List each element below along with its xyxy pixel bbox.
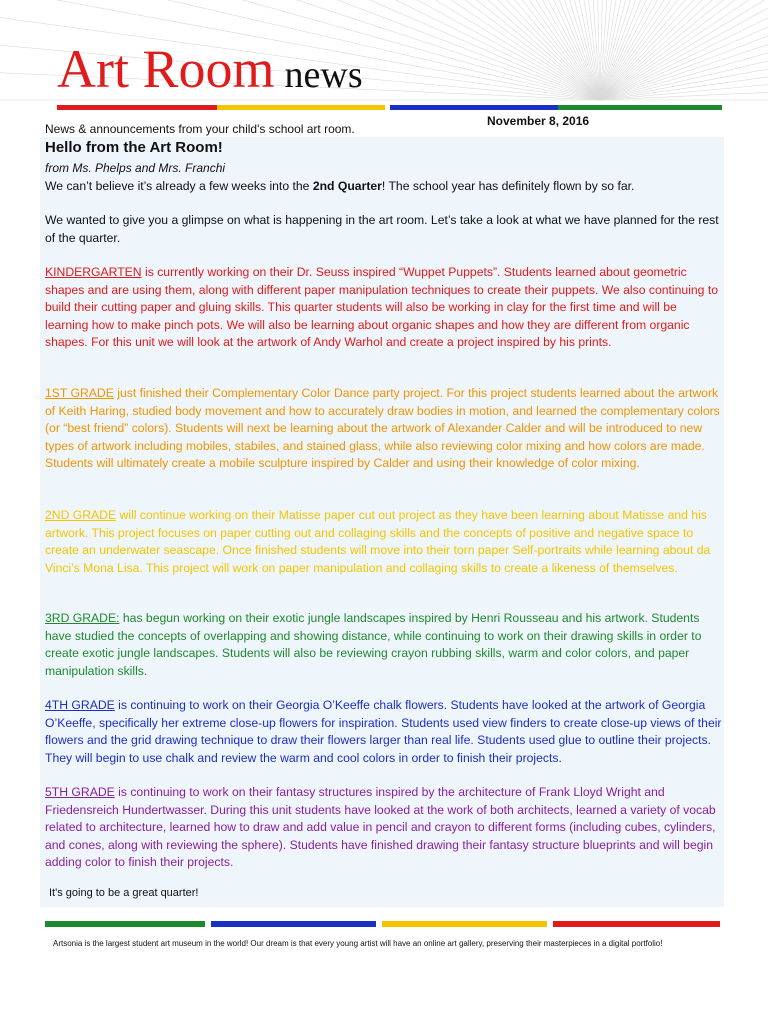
footer-bar-red: [553, 921, 720, 927]
author-line: from Ms. Phelps and Mrs. Franchi: [45, 161, 226, 175]
sunburst-ray: [600, 5, 768, 100]
sunburst-ray: [600, 0, 742, 100]
header-bar-yellow: [217, 105, 385, 110]
header-bar-blue: [390, 105, 558, 110]
subtitle: News & announcements from your child's school art room.: [45, 122, 355, 136]
fifth-grade-label: 5TH GRADE: [45, 785, 115, 799]
footer-bar-blue: [211, 921, 376, 927]
sunburst-ray: [600, 0, 768, 100]
kindergarten-paragraph: KINDERGARTEN is currently working on their Dr. Seuss inspired “Wuppet Puppets”. Students learned about geometric shapes and are using them, along with different paper manipulation techniques to create their puppets. We also continuing to build their cutting paper and gluing skills. This quarter students will also be working in clay for the first time and will be learning how to make pinch pots. We will also be learning about organic shapes and how they are different from organic shapes. For this unit we will look at the artwork of Andy Warhol and create a project inspired by his prints.: [45, 265, 719, 350]
second-grade-paragraph: 2ND GRADE will continue working on their Matisse paper cut out project as they have been learning about Matisse and his artwork. This project focuses on paper cutting out and collaging skills and the concepts of positive and negative space to create an underwater seascape. Once finished students will move into their torn paper Self-portraits while learning about da Vinci’s Mona Lisa. This project will work on paper manipulation and collaging skills to create a likeness of themselves.: [45, 508, 711, 575]
third-grade-paragraph: 3RD GRADE: has begun working on their exotic jungle landscapes inspired by Henri Rousseau and his artwork. Students have studied the concepts of overlapping and showing distance, while continuing to work on their drawing skills in order to create exotic jungle landscapes. Students will also be reviewing crayon rubbing skills, warm and color colors, and paper manipulation skills.: [45, 611, 702, 678]
newsletter-title: [57, 40, 363, 98]
intro-paragraph-2: We wanted to give you a glimpse on what is happening in the art room. Let’s take a look at what we have planned for the rest of the quarter.: [45, 213, 719, 245]
header-bar-red: [57, 105, 217, 110]
title-art-room: Art Room: [57, 39, 275, 99]
quarter-highlight: 2nd Quarter: [312, 179, 382, 193]
intro-paragraph: We can’t believe it’s already a few weeks into the 2nd Quarter! The school year has definitely flown by so far.: [45, 179, 635, 193]
footer-bar-yellow: [382, 921, 547, 927]
sunburst-ray: [458, 0, 600, 100]
fourth-grade-label: 4TH GRADE: [45, 698, 115, 712]
footer-bar-green: [45, 921, 205, 927]
title-news: news: [284, 54, 363, 96]
fourth-grade-paragraph: 4TH GRADE is continuing to work on their Georgia O’Keeffe chalk flowers. Students have looked at the artwork of Georgia O’Keeffe, specifically her extreme close-up flowers for inspiration. Students used view finders to create close-up views of their flowers and the grid drawing technique to draw their flowers larger than real life. Students used glue to outline their projects. They will begin to use chalk and review the warm and cool colors in order to finish their projects.: [45, 698, 722, 765]
footer-note: Artsonia is the largest student art museum in the world! Our dream is that every young artist will have an online art gallery, preserving their masterpieces in a digital portfolio!: [53, 939, 663, 948]
fifth-grade-paragraph: 5TH GRADE is continuing to work on their fantasy structures inspired by the architecture of Frank Lloyd Wright and Friedensreich Hundertwasser. During this unit students have looked at the work of both architects, learned a variety of vocab related to architecture, learned how to draw and add value in pencil and crayon to different forms (including cubes, cylinders, and cones, along with reviewing the sphere). Students have finished drawing their fantasy structure blueprints and will begin adding color to finish their projects.: [45, 785, 716, 870]
header-bar-green: [558, 105, 722, 110]
kindergarten-label: KINDERGARTEN: [45, 265, 142, 279]
issue-date: November 8, 2016: [487, 114, 590, 128]
second-grade-label: 2ND GRADE: [45, 508, 117, 522]
closing-line: It's going to be a great quarter!: [49, 887, 199, 899]
first-grade-label: 1ST GRADE: [45, 386, 114, 400]
first-grade-paragraph: 1ST GRADE just finished their Complementary Color Dance party project. For this project students learned about the artwork of Keith Haring, studied body movement and how to accurately draw bodies in motion, and learned the complementary colors (or “best friend” colors). Students will next be learning about the artwork of Alexander Calder and will be introduced to new types of artwork including mobiles, stabiles, and stained glass, while also reviewing color mixing and how colors are made. Students will ultimately create a mobile sculpture inspired by Calder and using their knowledge of color mixing.: [45, 386, 720, 471]
greeting-heading: Hello from the Art Room!: [45, 139, 223, 156]
third-grade-label: 3RD GRADE:: [45, 611, 120, 625]
